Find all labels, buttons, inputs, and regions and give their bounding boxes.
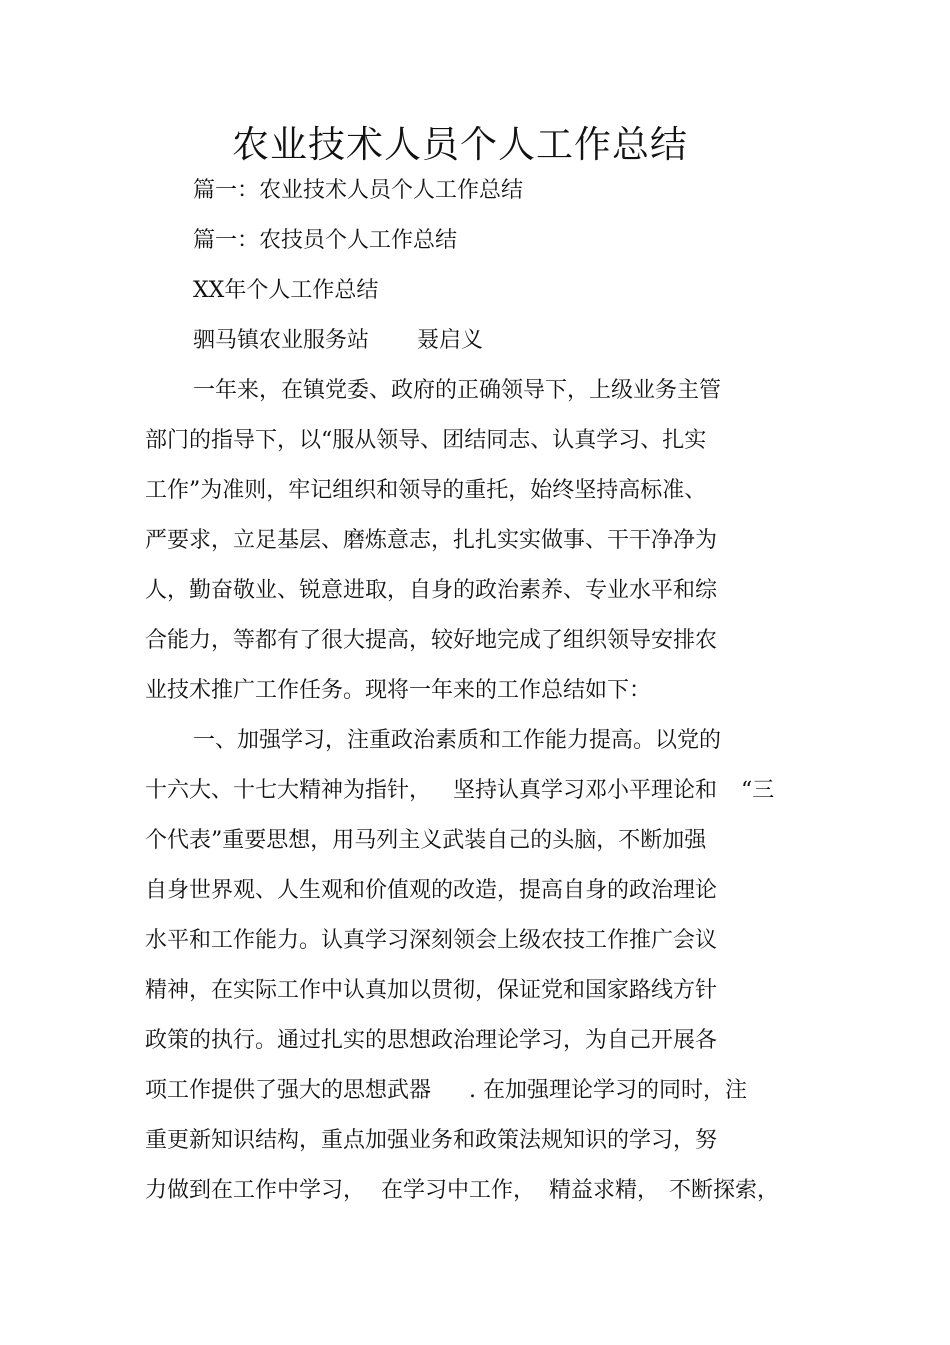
paragraph2-line-4: 自身世界观、人生观和价值观的改造，提高自身的政治理论	[145, 878, 718, 903]
paragraph1-line-2: 部门的指导下，以“服从领导、团结同志、认真学习、扎实	[145, 428, 707, 453]
paragraph2-line-10-part-b: 在学习中工作，	[381, 1178, 536, 1203]
author-organization: 驷马镇农业服务站	[193, 328, 370, 353]
paragraph2-line-2-part-a: 十六大、十七大精神为指针，	[145, 778, 432, 803]
paragraph2-line-7: 政策的执行。通过扎实的思想政治理论学习，为自己开展各	[145, 1028, 718, 1053]
document-title: 农业技术人员个人工作总结	[232, 123, 688, 166]
paragraph2-line-8-part-a: 项工作提供了强大的思想武器	[145, 1078, 432, 1103]
paragraph2-line-2	[145, 776, 774, 806]
paragraph1-line-4: 严要求，立足基层、磨炼意志，扎扎实实做事、干干净净为	[145, 528, 718, 553]
paragraph2-line-10-part-c: 精益求精，	[549, 1178, 660, 1203]
paragraph2-line-6: 精神，在实际工作中认真加以贯彻，保证党和国家路线方针	[145, 978, 718, 1003]
subtitle-line-3: XX年个人工作总结	[193, 278, 379, 303]
subtitle-line-1: 篇一：农业技术人员个人工作总结	[193, 178, 524, 203]
paragraph2-line-2-part-c: “三	[741, 778, 775, 803]
paragraph2-line-10-part-d: 不断探索，	[669, 1178, 780, 1203]
paragraph2-line-2-part-b: 坚持认真学习邓小平理论和	[453, 778, 718, 803]
paragraph1-line-1: 一年来，在镇党委、政府的正确领导下，上级业务主管	[193, 378, 722, 403]
paragraph1-line-6: 合能力，等都有了很大提高，较好地完成了组织领导安排农	[145, 628, 718, 653]
author-name: 聂启义	[417, 328, 484, 353]
paragraph1-line-3: 工作”为准则，牢记组织和领导的重托，始终坚持高标准、	[145, 478, 707, 503]
paragraph2-line-5: 水平和工作能力。认真学习深刻领会上级农技工作推广会议	[145, 928, 718, 953]
paragraph2-line-1: 一、加强学习，注重政治素质和工作能力提高。以党的	[193, 728, 722, 753]
paragraph1-line-5: 人，勤奋敬业、锐意进取，自身的政治素养、专业水平和综	[145, 578, 718, 603]
paragraph2-line-8	[145, 1076, 747, 1106]
paragraph2-line-10-part-a: 力做到在工作中学习，	[145, 1178, 366, 1203]
author-line	[193, 326, 483, 356]
paragraph2-line-9: 重更新知识结构，重点加强业务和政策法规知识的学习，努	[145, 1128, 718, 1153]
paragraph1-line-7: 业技术推广工作任务。现将一年来的工作总结如下：	[145, 678, 652, 703]
paragraph2-line-10	[145, 1176, 779, 1206]
paragraph2-line-3: 个代表”重要思想，用马列主义武装自己的头脑，不断加强	[145, 828, 707, 853]
subtitle-line-2: 篇一：农技员个人工作总结	[193, 228, 458, 253]
paragraph2-line-8-part-b: . 在加强理论学习的同时，注	[469, 1078, 748, 1103]
